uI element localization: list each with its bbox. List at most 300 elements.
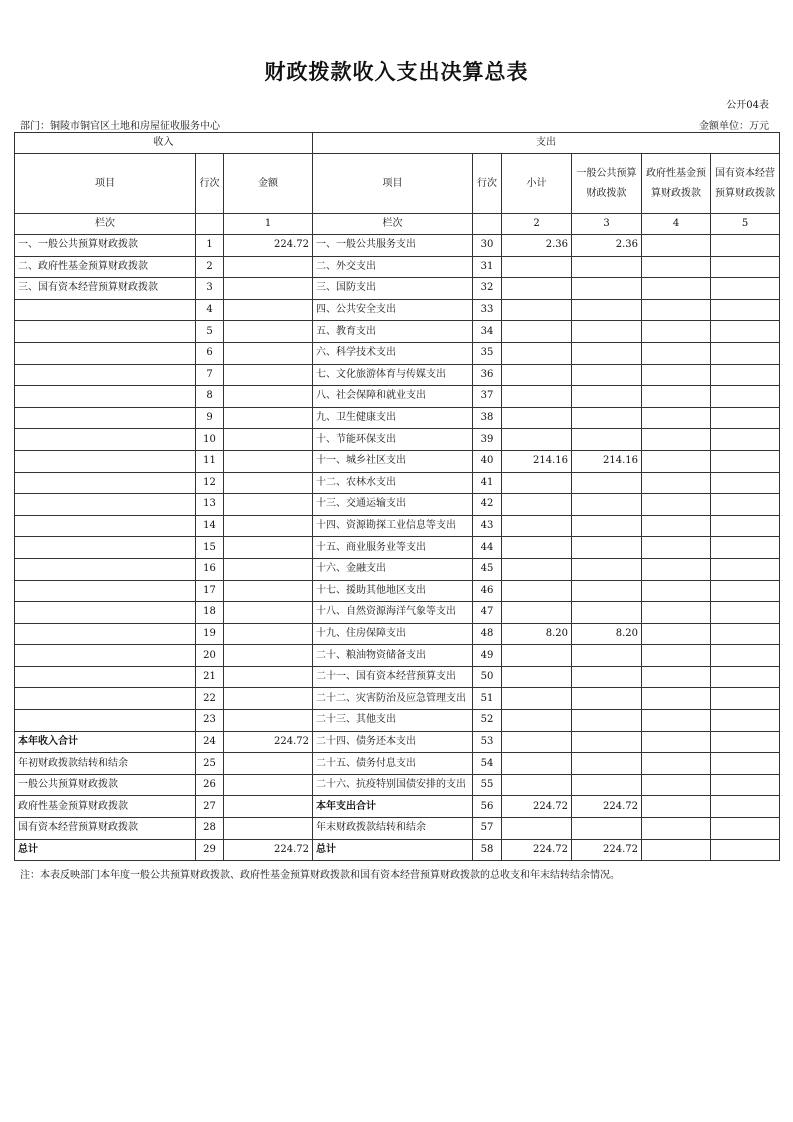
table-row [15, 537, 780, 559]
income-item-cell [15, 450, 196, 472]
income-item-cell [15, 537, 196, 559]
state-capital-cell [711, 731, 780, 753]
gov-fund-cell [642, 558, 711, 580]
income-header: 收入 [15, 133, 313, 154]
income-amount-cell [224, 278, 313, 300]
table-row [15, 278, 780, 300]
table-row [15, 796, 780, 818]
gov-fund-cell [642, 731, 711, 753]
subtotal-cell [502, 386, 572, 408]
general-budget-cell [572, 753, 642, 775]
subtotal-cell [502, 558, 572, 580]
income-item-cell [15, 645, 196, 667]
income-amount-cell [224, 299, 313, 321]
income-item-cell [15, 515, 196, 537]
expense-item-cell: 九、卫生健康支出 [313, 407, 473, 429]
gov-fund-cell [642, 342, 711, 364]
income-amount-cell [224, 494, 313, 516]
income-amount-cell [224, 688, 313, 710]
expense-item-cell: 十六、金融支出 [313, 558, 473, 580]
income-row-no-cell: 27 [196, 796, 224, 818]
general-budget-cell [572, 774, 642, 796]
table-row [15, 839, 780, 861]
subtotal-cell [502, 710, 572, 732]
expense-row-no-cell: 40 [473, 450, 502, 472]
income-item-cell [15, 299, 196, 321]
income-row-no-cell: 13 [196, 494, 224, 516]
header-row-column-numbers [15, 214, 780, 235]
general-budget-cell [572, 342, 642, 364]
income-row-no-cell: 9 [196, 407, 224, 429]
expense-row-no-cell: 42 [473, 494, 502, 516]
general-budget-cell [572, 580, 642, 602]
expense-item-cell: 年末财政拨款结转和结余 [313, 818, 473, 840]
gov-fund-cell [642, 321, 711, 343]
gov-fund-cell [642, 839, 711, 861]
income-amount-cell [224, 818, 313, 840]
state-capital-cell [711, 278, 780, 300]
state-capital-cell [711, 558, 780, 580]
state-capital-cell [711, 429, 780, 451]
state-capital-cell [711, 580, 780, 602]
state-capital-cell [711, 235, 780, 257]
income-row-no-cell: 25 [196, 753, 224, 775]
income-amount-cell [224, 256, 313, 278]
state-capital-cell [711, 839, 780, 861]
gov-fund-cell [642, 407, 711, 429]
income-item-cell [15, 710, 196, 732]
subtotal-cell [502, 256, 572, 278]
income-amount-cell [224, 429, 313, 451]
income-row-no-cell: 10 [196, 429, 224, 451]
table-row [15, 407, 780, 429]
table-row [15, 558, 780, 580]
table-row [15, 818, 780, 840]
expense-item-cell: 八、社会保障和就业支出 [313, 386, 473, 408]
income-amount-cell [224, 386, 313, 408]
form-code: 公开04表 [726, 100, 769, 111]
income-item-cell [15, 623, 196, 645]
expense-item-cell: 五、教育支出 [313, 321, 473, 343]
income-row-no-cell: 23 [196, 710, 224, 732]
general-budget-cell: 224.72 [572, 796, 642, 818]
expense-row-no-cell: 58 [473, 839, 502, 861]
state-capital-cell [711, 342, 780, 364]
income-item-cell: 政府性基金预算财政拨款 [15, 796, 196, 818]
income-row-no-cell: 1 [196, 235, 224, 257]
income-row-no-cell: 5 [196, 321, 224, 343]
state-capital-cell [711, 796, 780, 818]
general-budget-cell [572, 537, 642, 559]
income-column-label: 栏次 [15, 214, 196, 235]
income-row-no-cell: 15 [196, 537, 224, 559]
subtotal-cell [502, 818, 572, 840]
income-amount-cell [224, 515, 313, 537]
expense-row-no-cell: 43 [473, 515, 502, 537]
income-item-cell: 一、一般公共预算财政拨款 [15, 235, 196, 257]
income-amount-cell: 224.72 [224, 235, 313, 257]
expense-item-cell: 二十五、债务付息支出 [313, 753, 473, 775]
state-capital-cell [711, 774, 780, 796]
subtotal-cell [502, 537, 572, 559]
subtotal-cell [502, 580, 572, 602]
column-number-2: 2 [502, 214, 572, 235]
income-amount-cell [224, 321, 313, 343]
gov-fund-cell [642, 472, 711, 494]
expense-row-no-cell: 45 [473, 558, 502, 580]
gov-fund-cell [642, 256, 711, 278]
income-row-no-cell: 22 [196, 688, 224, 710]
state-capital-cell [711, 472, 780, 494]
expense-item-cell: 十九、住房保障支出 [313, 623, 473, 645]
general-budget-cell [572, 299, 642, 321]
income-row-no-header: 行次 [196, 154, 224, 214]
expense-row-no-cell: 54 [473, 753, 502, 775]
expense-item-cell: 总计 [313, 839, 473, 861]
income-amount-cell [224, 472, 313, 494]
expense-row-no-header: 行次 [473, 154, 502, 214]
general-budget-cell: 214.16 [572, 450, 642, 472]
gov-fund-cell [642, 429, 711, 451]
subtotal-cell: 2.36 [502, 235, 572, 257]
expense-row-no-cell: 32 [473, 278, 502, 300]
table-row [15, 299, 780, 321]
table-row [15, 666, 780, 688]
table-row [15, 494, 780, 516]
income-amount-cell [224, 710, 313, 732]
income-item-cell [15, 602, 196, 624]
subtotal-cell [502, 774, 572, 796]
subtotal-cell [502, 645, 572, 667]
gov-fund-header: 政府性基金预算财政拨款 [642, 154, 711, 214]
expense-item-cell: 十二、农林水支出 [313, 472, 473, 494]
table-row [15, 623, 780, 645]
general-budget-cell: 8.20 [572, 623, 642, 645]
expense-row-no-cell: 41 [473, 472, 502, 494]
general-budget-cell [572, 472, 642, 494]
income-row-no-cell: 6 [196, 342, 224, 364]
income-item-cell: 一般公共预算财政拨款 [15, 774, 196, 796]
income-amount-cell [224, 537, 313, 559]
income-row-no-cell: 24 [196, 731, 224, 753]
subtotal-cell [502, 342, 572, 364]
expense-item-cell: 十七、援助其他地区支出 [313, 580, 473, 602]
expense-row-no-cell: 37 [473, 386, 502, 408]
state-capital-cell [711, 256, 780, 278]
subtotal-cell: 8.20 [502, 623, 572, 645]
gov-fund-cell [642, 710, 711, 732]
subtotal-cell [502, 278, 572, 300]
expense-item-cell: 二十三、其他支出 [313, 710, 473, 732]
income-row-no-cell: 20 [196, 645, 224, 667]
expense-row-no-cell: 38 [473, 407, 502, 429]
income-row-no-cell: 8 [196, 386, 224, 408]
subtotal-cell [502, 515, 572, 537]
gov-fund-cell [642, 537, 711, 559]
income-amount-header: 金额 [224, 154, 313, 214]
gov-fund-cell [642, 235, 711, 257]
expense-item-cell: 四、公共安全支出 [313, 299, 473, 321]
income-item-cell: 总计 [15, 839, 196, 861]
income-item-cell [15, 494, 196, 516]
page-title: 财政拨款收入支出决算总表 [264, 59, 529, 84]
expense-item-cell: 十四、资源勘探工业信息等支出 [313, 515, 473, 537]
expense-header: 支出 [313, 133, 780, 154]
income-row-no-cell: 2 [196, 256, 224, 278]
income-row-no-cell: 16 [196, 558, 224, 580]
expense-item-cell: 七、文化旅游体育与传媒支出 [313, 364, 473, 386]
income-item-cell [15, 558, 196, 580]
expense-item-cell: 二十二、灾害防治及应急管理支出 [313, 688, 473, 710]
table-row [15, 602, 780, 624]
subtotal-cell [502, 494, 572, 516]
state-capital-cell [711, 623, 780, 645]
expense-item-cell: 本年支出合计 [313, 796, 473, 818]
subtotal-cell [502, 731, 572, 753]
income-row-no-cell: 12 [196, 472, 224, 494]
expense-item-cell: 十三、交通运输支出 [313, 494, 473, 516]
income-item-cell [15, 580, 196, 602]
table-row [15, 342, 780, 364]
general-budget-cell [572, 645, 642, 667]
expense-item-cell: 一、一般公共服务支出 [313, 235, 473, 257]
general-budget-cell [572, 602, 642, 624]
income-item-cell [15, 429, 196, 451]
subtotal-cell [502, 429, 572, 451]
expense-row-no-cell: 55 [473, 774, 502, 796]
income-row-no-cell: 18 [196, 602, 224, 624]
gov-fund-cell [642, 818, 711, 840]
income-amount-cell [224, 753, 313, 775]
general-budget-cell [572, 321, 642, 343]
table-row [15, 645, 780, 667]
expense-row-no-cell: 51 [473, 688, 502, 710]
department-label: 部门：铜陵市铜官区土地和房屋征收服务中心 [20, 121, 220, 132]
general-budget-cell [572, 688, 642, 710]
gov-fund-cell [642, 364, 711, 386]
income-row-no-cell: 7 [196, 364, 224, 386]
income-row-no-cell: 28 [196, 818, 224, 840]
expense-row-no-cell: 53 [473, 731, 502, 753]
table-row [15, 386, 780, 408]
general-budget-cell [572, 494, 642, 516]
expense-row-no-cell: 49 [473, 645, 502, 667]
table-row [15, 235, 780, 257]
expense-item-cell: 三、国防支出 [313, 278, 473, 300]
gov-fund-cell [642, 623, 711, 645]
state-capital-cell [711, 537, 780, 559]
state-capital-cell [711, 299, 780, 321]
subtotal-cell: 224.72 [502, 796, 572, 818]
general-budget-cell [572, 731, 642, 753]
expense-row-no-cell: 36 [473, 364, 502, 386]
general-budget-cell [572, 278, 642, 300]
state-capital-cell [711, 818, 780, 840]
income-row-no-cell: 19 [196, 623, 224, 645]
income-item-cell [15, 472, 196, 494]
expense-row-no-cell: 35 [473, 342, 502, 364]
table-row [15, 515, 780, 537]
table-row [15, 256, 780, 278]
table-row [15, 710, 780, 732]
income-amount-cell: 224.72 [224, 731, 313, 753]
expense-column-label: 栏次 [313, 214, 473, 235]
gov-fund-cell [642, 299, 711, 321]
expense-row-no-cell: 48 [473, 623, 502, 645]
state-capital-cell [711, 407, 780, 429]
table-row [15, 364, 780, 386]
income-item-header: 项目 [15, 154, 196, 214]
gov-fund-cell [642, 774, 711, 796]
state-capital-cell [711, 645, 780, 667]
income-row-no-cell: 17 [196, 580, 224, 602]
column-number-3: 3 [572, 214, 642, 235]
subtotal-cell [502, 602, 572, 624]
income-row-no-cell: 26 [196, 774, 224, 796]
general-budget-cell [572, 710, 642, 732]
table-row [15, 688, 780, 710]
gov-fund-cell [642, 450, 711, 472]
general-budget-cell [572, 386, 642, 408]
state-capital-cell [711, 688, 780, 710]
gov-fund-cell [642, 645, 711, 667]
income-amount-cell [224, 342, 313, 364]
general-budget-cell [572, 429, 642, 451]
header-row-sections [15, 133, 780, 154]
subtotal-cell [502, 688, 572, 710]
income-item-cell [15, 386, 196, 408]
expense-item-header: 项目 [313, 154, 473, 214]
subtotal-cell [502, 299, 572, 321]
income-amount-cell [224, 407, 313, 429]
expense-item-cell: 二十一、国有资本经营预算支出 [313, 666, 473, 688]
income-row-no-cell: 4 [196, 299, 224, 321]
subtotal-cell [502, 472, 572, 494]
table-row [15, 429, 780, 451]
expense-row-no-cell: 56 [473, 796, 502, 818]
expense-item-cell: 十八、自然资源海洋气象等支出 [313, 602, 473, 624]
general-budget-cell: 224.72 [572, 839, 642, 861]
unit-label: 金额单位：万元 [699, 121, 769, 132]
general-budget-cell: 2.36 [572, 235, 642, 257]
gov-fund-cell [642, 515, 711, 537]
state-capital-cell [711, 494, 780, 516]
footnote: 注：本表反映部门本年度一般公共预算财政拨款、政府性基金预算财政拨款和国有资本经营预算财政拨款的总收支和年末结转结余情况。 [20, 870, 620, 881]
expense-item-cell: 二十、粮油物资储备支出 [313, 645, 473, 667]
expense-row-no-cell: 52 [473, 710, 502, 732]
expense-item-cell: 二十四、债务还本支出 [313, 731, 473, 753]
expense-item-cell: 二十六、抗疫特别国债安排的支出 [313, 774, 473, 796]
expense-item-cell: 二、外交支出 [313, 256, 473, 278]
state-capital-cell [711, 753, 780, 775]
expense-column-blank [473, 214, 502, 235]
general-budget-cell [572, 515, 642, 537]
table-row [15, 753, 780, 775]
income-amount-cell [224, 666, 313, 688]
subtotal-cell [502, 666, 572, 688]
expense-row-no-cell: 47 [473, 602, 502, 624]
income-item-cell [15, 666, 196, 688]
income-amount-cell [224, 558, 313, 580]
income-item-cell [15, 364, 196, 386]
income-amount-cell [224, 796, 313, 818]
gov-fund-cell [642, 580, 711, 602]
gov-fund-cell [642, 796, 711, 818]
state-capital-cell [711, 602, 780, 624]
income-item-cell [15, 407, 196, 429]
subtotal-cell: 224.72 [502, 839, 572, 861]
income-item-cell: 三、国有资本经营预算财政拨款 [15, 278, 196, 300]
state-capital-header: 国有资本经营预算财政拨款 [711, 154, 780, 214]
income-row-no-cell: 14 [196, 515, 224, 537]
gov-fund-cell [642, 494, 711, 516]
header-row-columns [15, 154, 780, 214]
income-amount-cell [224, 364, 313, 386]
state-capital-cell [711, 710, 780, 732]
table-row [15, 450, 780, 472]
subtotal-header: 小计 [502, 154, 572, 214]
subtotal-cell [502, 321, 572, 343]
income-item-cell [15, 342, 196, 364]
expense-row-no-cell: 44 [473, 537, 502, 559]
income-item-cell: 年初财政拨款结转和结余 [15, 753, 196, 775]
state-capital-cell [711, 450, 780, 472]
income-row-no-cell: 29 [196, 839, 224, 861]
income-amount-cell [224, 580, 313, 602]
table-row [15, 774, 780, 796]
subtotal-cell [502, 753, 572, 775]
income-amount-cell [224, 623, 313, 645]
state-capital-cell [711, 386, 780, 408]
expense-item-cell: 六、科学技术支出 [313, 342, 473, 364]
income-item-cell [15, 321, 196, 343]
subtotal-cell [502, 364, 572, 386]
expense-row-no-cell: 57 [473, 818, 502, 840]
general-budget-cell [572, 364, 642, 386]
expense-row-no-cell: 50 [473, 666, 502, 688]
gov-fund-cell [642, 602, 711, 624]
general-budget-cell [572, 666, 642, 688]
general-budget-header: 一般公共预算财政拨款 [572, 154, 642, 214]
expense-row-no-cell: 39 [473, 429, 502, 451]
income-amount-cell [224, 450, 313, 472]
income-item-cell [15, 688, 196, 710]
general-budget-cell [572, 818, 642, 840]
expense-row-no-cell: 33 [473, 299, 502, 321]
table-row [15, 321, 780, 343]
gov-fund-cell [642, 278, 711, 300]
income-row-no-cell: 21 [196, 666, 224, 688]
income-row-no-cell: 3 [196, 278, 224, 300]
column-number-1: 1 [224, 214, 313, 235]
expense-item-cell: 十、节能环保支出 [313, 429, 473, 451]
general-budget-cell [572, 407, 642, 429]
expense-row-no-cell: 30 [473, 235, 502, 257]
gov-fund-cell [642, 386, 711, 408]
subtotal-cell: 214.16 [502, 450, 572, 472]
gov-fund-cell [642, 753, 711, 775]
income-amount-cell [224, 774, 313, 796]
income-row-no-cell: 11 [196, 450, 224, 472]
state-capital-cell [711, 515, 780, 537]
general-budget-cell [572, 256, 642, 278]
column-number-5: 5 [711, 214, 780, 235]
state-capital-cell [711, 666, 780, 688]
expense-row-no-cell: 46 [473, 580, 502, 602]
gov-fund-cell [642, 666, 711, 688]
general-budget-cell [572, 558, 642, 580]
table-row [15, 580, 780, 602]
